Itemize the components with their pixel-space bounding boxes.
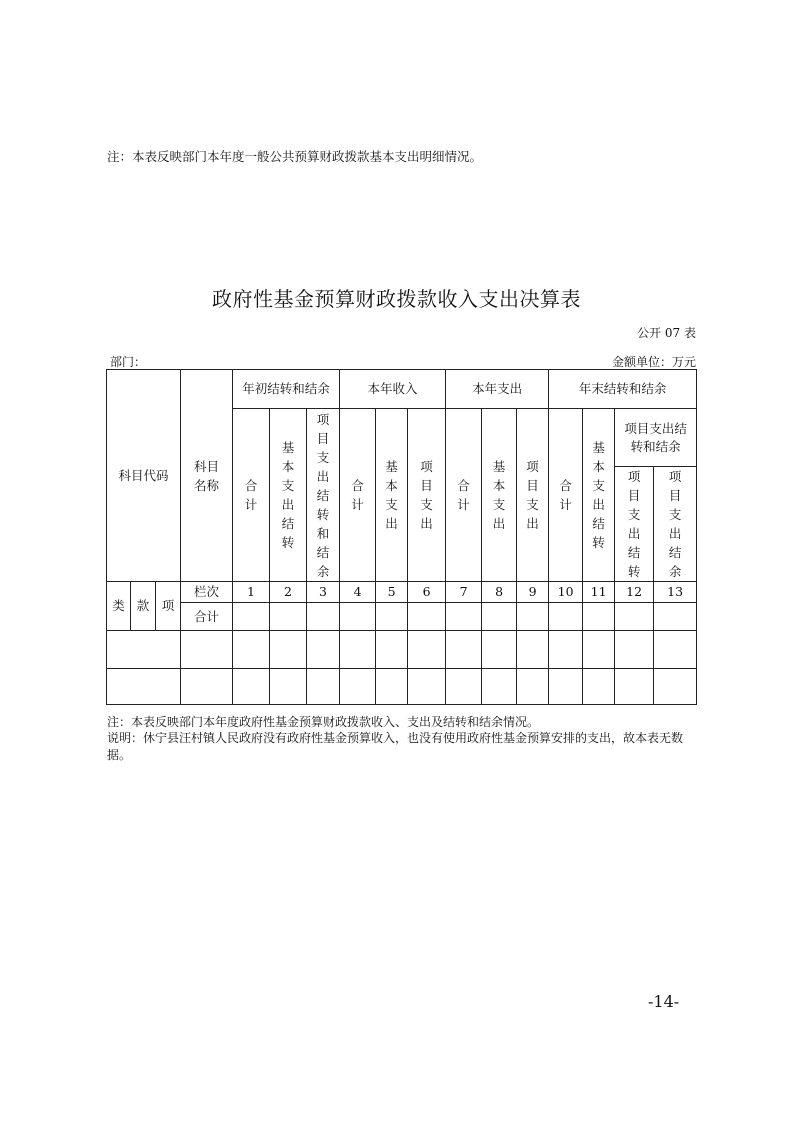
col-number-10: 10: [549, 582, 583, 603]
group-end-header: 年末结转和结余: [549, 370, 697, 409]
col-number-6: 6: [408, 582, 446, 603]
expense-project-header: 项目支出: [517, 409, 549, 582]
col-number-4: 4: [340, 582, 376, 603]
col-number-11: 11: [583, 582, 615, 603]
page-number: -14-: [648, 992, 680, 1011]
group-income-header: 本年收入: [340, 370, 446, 409]
description-note: 说明：休宁县汪村镇人民政府没有政府性基金预算收入，也没有使用政府性基金预算安排的支出，故本表无数据。: [107, 731, 684, 762]
form-code: 公开 07 表: [637, 326, 696, 340]
fund-budget-table: [106, 369, 697, 705]
col-number-13: 13: [654, 582, 697, 603]
end-total-header: 合计: [549, 409, 583, 582]
begin-basic-carry-header: 基本支出结转: [270, 409, 307, 582]
income-total-header: 合计: [340, 409, 376, 582]
income-basic-header: 基本支出: [376, 409, 408, 582]
row-lanci-label: 栏次: [181, 582, 233, 603]
row-heji-label: 合计: [181, 603, 233, 631]
col-number-7: 7: [446, 582, 482, 603]
amount-unit-label: 金额单位：万元: [611, 355, 696, 369]
col-xiang: 项: [156, 582, 181, 631]
begin-total-header: 合计: [233, 409, 270, 582]
expense-basic-header: 基本支出: [482, 409, 517, 582]
group-begin-header: 年初结转和结余: [233, 370, 340, 409]
end-basic-carry-header: 基本支出结转: [583, 409, 615, 582]
table-row: [107, 669, 697, 705]
col-number-9: 9: [517, 582, 549, 603]
top-note: 注：本表反映部门本年度一般公共预算财政拨款基本支出明细情况。: [107, 149, 483, 164]
bottom-note: 注：本表反映部门本年度政府性基金预算财政拨款收入、支出及结转和结余情况。: [107, 715, 540, 729]
col-number-8: 8: [482, 582, 517, 603]
col-kuan: 款: [131, 582, 156, 631]
col-lei: 类: [107, 582, 131, 631]
end-project-surplus-header: 项目支出结余: [654, 467, 697, 582]
col-number-1: 1: [233, 582, 270, 603]
subject-code-header: 科目代码: [107, 370, 181, 582]
income-project-header: 项目支出: [408, 409, 446, 582]
department-label: 部门：: [110, 355, 147, 369]
col-number-12: 12: [615, 582, 654, 603]
expense-total-header: 合计: [446, 409, 482, 582]
table-row-total: [107, 603, 697, 631]
subject-name-header: 科目名称: [181, 370, 233, 582]
begin-project-carry-header: 项目支出结转和结余: [307, 409, 340, 582]
group-expense-header: 本年支出: [446, 370, 549, 409]
end-project-header: 项目支出结转和结余: [615, 409, 697, 467]
table-row: [107, 631, 697, 669]
end-project-carry-header: 项目支出结转: [615, 467, 654, 582]
col-number-5: 5: [376, 582, 408, 603]
page-title: 政府性基金预算财政拨款收入支出决算表: [212, 287, 581, 311]
col-number-3: 3: [307, 582, 340, 603]
col-number-2: 2: [270, 582, 307, 603]
